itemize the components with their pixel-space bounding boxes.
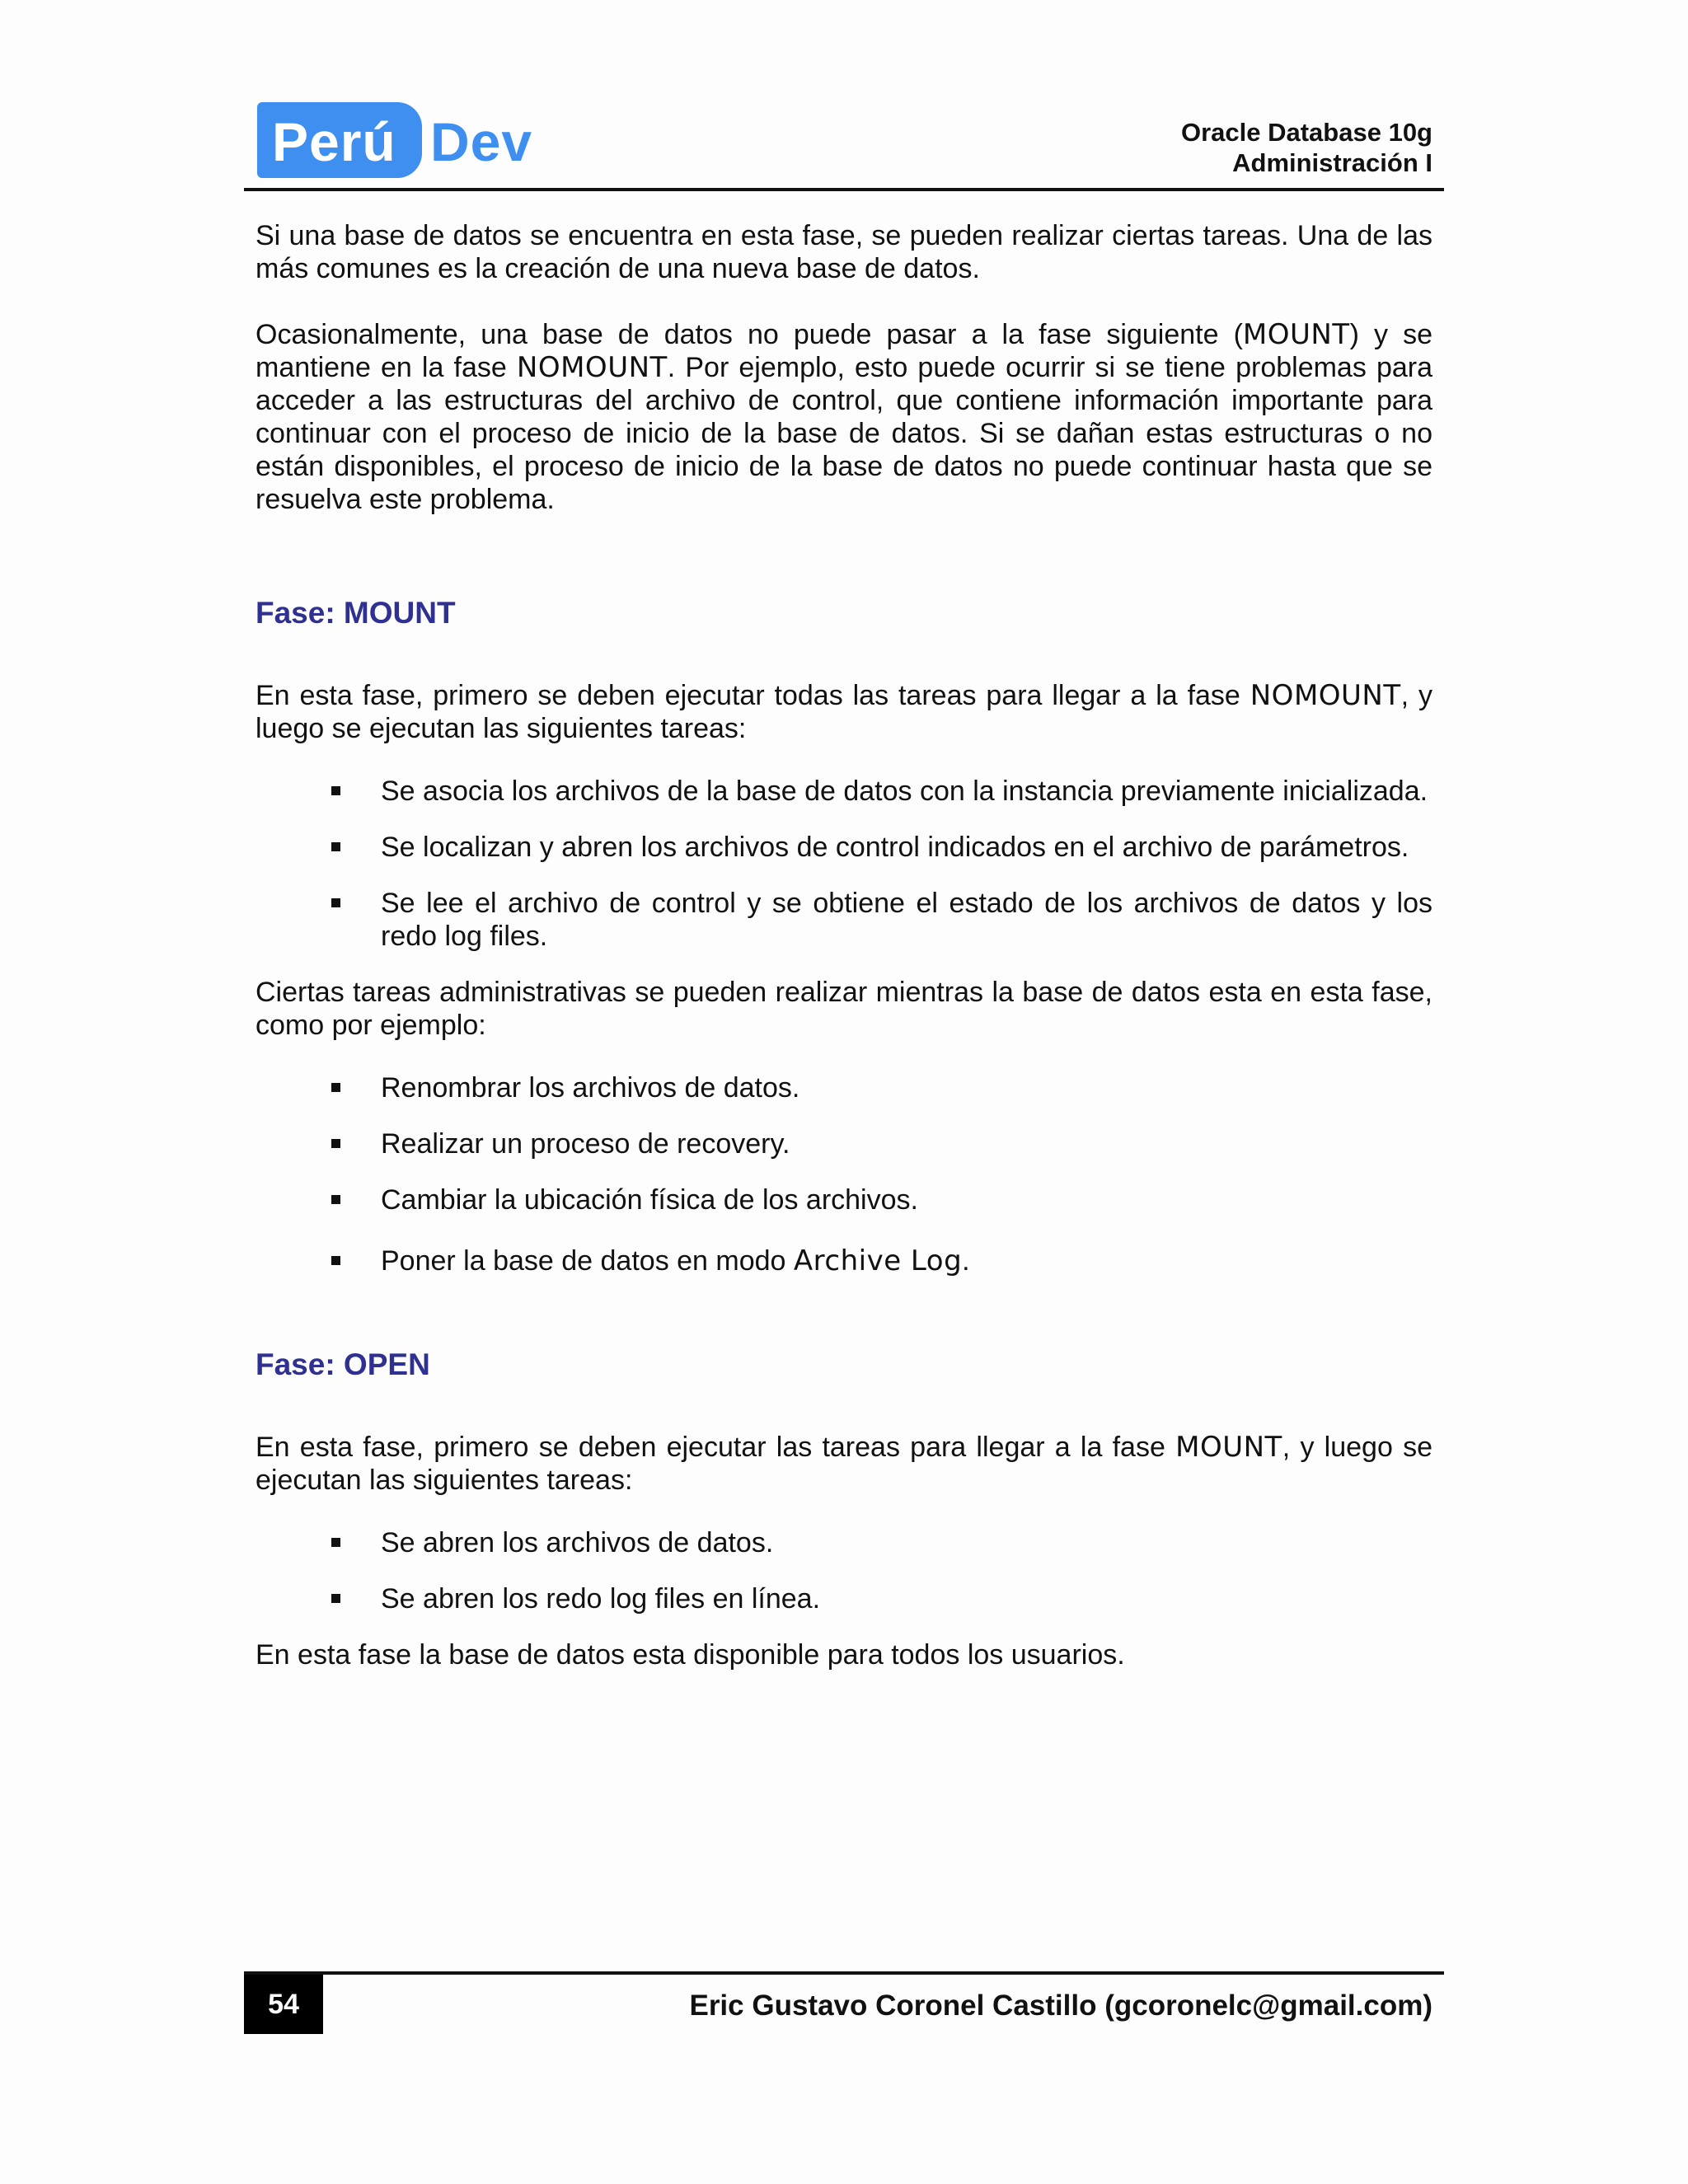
- paragraph-5-text-a: En esta fase, primero se deben ejecutar las tareas para llegar a la fase: [256, 1432, 1176, 1463]
- term-mount: MOUNT: [1242, 318, 1350, 351]
- list-item-text-b: .: [962, 1245, 970, 1277]
- paragraph-2: [256, 318, 1432, 516]
- paragraph-4: Ciertas tareas administrativas se pueden realizar mientras la base de datos esta en esta fase, como por ejemplo:: [256, 977, 1432, 1041]
- paragraph-5-text-b: , y luego se ejecutan las siguientes tareas:: [256, 1432, 1433, 1496]
- list-item: [256, 1244, 1432, 1277]
- heading-fase-mount: Fase: MOUNT: [256, 596, 456, 630]
- heading-fase-open: Fase: OPEN: [256, 1347, 430, 1381]
- open-task-list: [256, 1526, 1432, 1615]
- list-item: Se asocia los archivos de la base de datos con la instancia previamente inicializada.: [256, 775, 1432, 808]
- paragraph-3-text-a: En esta fase, primero se deben ejecutar todas las tareas para llegar a la fase: [256, 680, 1250, 711]
- paragraph-2-text-b: ) y se mantiene en la fase: [256, 319, 1432, 383]
- term-nomount: NOMOUNT: [516, 351, 668, 384]
- paragraph-3-text-b: , y luego se ejecutan las siguientes tareas:: [256, 680, 1432, 744]
- list-item: Se lee el archivo de control y se obtiene el estado de los archivos de datos y los redo log files.: [256, 887, 1432, 953]
- paragraph-3: [256, 679, 1432, 745]
- list-item: Realizar un proceso de recovery.: [256, 1127, 1432, 1160]
- header-line-1: Oracle Database 10g: [1180, 118, 1432, 147]
- logo-text-dev: Dev: [430, 111, 533, 172]
- list-item: Se abren los archivos de datos.: [256, 1526, 1432, 1559]
- page-header: [244, 97, 1444, 191]
- list-item: Se abren los redo log files en línea.: [256, 1582, 1432, 1615]
- paragraph-2-text-c: . Por ejemplo, esto puede ocurrir si se tiene problemas para acceder a las estructuras del archivo de control, que contiene información importante para continuar con el proceso de inicio de la base de datos. Si se dañan estas estructuras o no están disponibles, el proceso de inicio de la base de datos no puede continuar hasta que se resuelva este problema.: [256, 352, 1433, 515]
- term-mount: MOUNT: [1175, 1431, 1282, 1464]
- paragraph-1: Si una base de datos se encuentra en esta fase, se pueden realizar ciertas tareas. Una de las más comunes es la creación de una nueva base de datos.: [256, 220, 1432, 284]
- list-item: Se localizan y abren los archivos de control indicados en el archivo de parámetros.: [256, 831, 1432, 864]
- term-nomount: NOMOUNT: [1250, 679, 1401, 712]
- paragraph-5: [256, 1431, 1432, 1497]
- list-item-text-a: Poner la base de datos en modo: [381, 1245, 794, 1277]
- list-item: Cambiar la ubicación física de los archivos.: [256, 1183, 1432, 1216]
- page-number: 54: [244, 1975, 323, 2034]
- footer-author: Eric Gustavo Coronel Castillo (gcoronelc@gmail.com): [689, 1990, 1432, 2022]
- logo-text-peru: Perú: [272, 111, 396, 172]
- paragraph-2-text-a: Ocasionalmente, una base de datos no puede pasar a la fase siguiente (: [256, 319, 1243, 350]
- admin-task-list: [256, 1071, 1432, 1277]
- term-archive-log: Archive Log: [793, 1244, 963, 1277]
- mount-task-list: [256, 775, 1432, 953]
- page-footer: [244, 1971, 1444, 2034]
- header-line-2: Administración I: [1232, 148, 1432, 177]
- perudev-logo: [257, 102, 533, 181]
- header-title: [1181, 117, 1432, 178]
- page-content: [256, 219, 1432, 1671]
- paragraph-6: En esta fase la base de datos esta disponible para todos los usuarios.: [256, 1639, 1125, 1671]
- list-item: Renombrar los archivos de datos.: [256, 1071, 1432, 1104]
